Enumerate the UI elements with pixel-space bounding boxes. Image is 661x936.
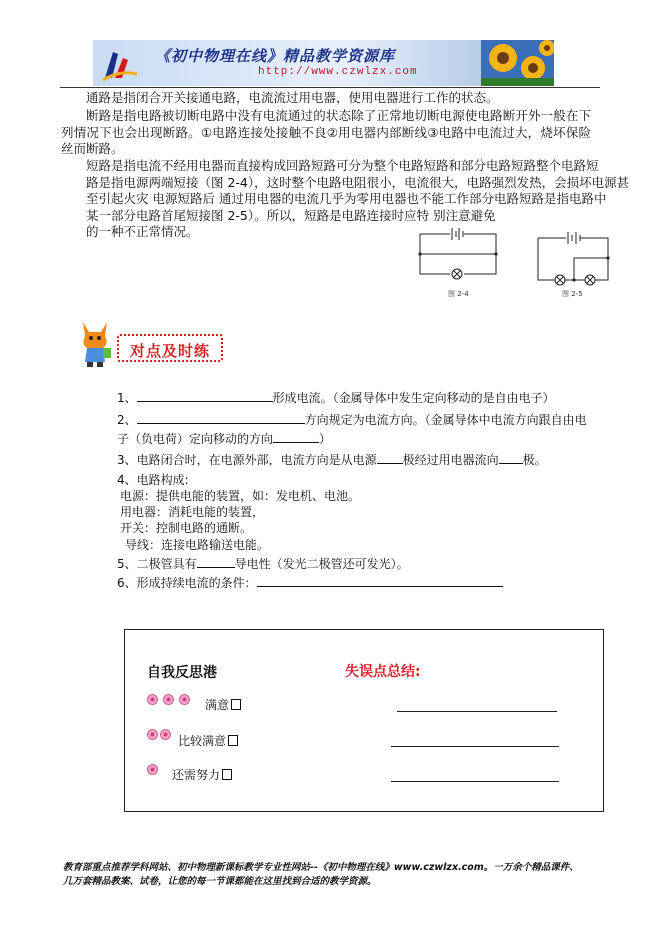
- circuit-part-power: 电源：提供电能的装置，如：发电机、电池。: [120, 489, 361, 503]
- text-line: 至引起火灾 电源短路后 通过用电器的电流几乎为零用电器也不能工作部分电路短路是指电路中: [86, 191, 607, 206]
- section-title: 对点及时练: [129, 342, 210, 360]
- paragraph-closed-circuit: 通路是指闭合开关接通电路，电流流过用电器，使用电器进行工作的状态。: [86, 90, 499, 105]
- question-2: [117, 411, 587, 428]
- question-text: 导电性（发光二极管还可发光）。: [234, 557, 409, 571]
- answer-blank[interactable]: [377, 451, 403, 464]
- sunflower-icon: [481, 40, 554, 86]
- question-text: ）: [319, 432, 332, 446]
- flower-icon: [179, 694, 190, 705]
- section-title-badge: [117, 334, 223, 362]
- reflection-title: 自我反思港: [147, 665, 217, 681]
- header-divider: [60, 87, 600, 88]
- rating-label: 满意: [205, 698, 230, 712]
- question-5: [117, 555, 409, 572]
- figure-caption: 图 2-4: [448, 290, 469, 298]
- question-text: 方向规定为电流方向。（金属导体中电流方向跟自由电: [304, 413, 587, 427]
- circuit-diagram-2-4: [412, 222, 502, 300]
- rating-checkbox[interactable]: [228, 735, 238, 746]
- rating-satisfied[interactable]: [205, 696, 241, 713]
- rating-checkbox[interactable]: [231, 699, 241, 710]
- rating-needs-effort[interactable]: [172, 766, 232, 783]
- rating-label: 比较满意: [178, 734, 227, 748]
- answer-blank[interactable]: [137, 389, 273, 402]
- question-number: 1、: [117, 391, 137, 405]
- answer-blank[interactable]: [499, 451, 523, 464]
- answer-blank[interactable]: [273, 430, 319, 443]
- flower-icon: [147, 729, 158, 740]
- question-3: [117, 451, 547, 468]
- question-2-continued: [117, 430, 331, 447]
- summary-line[interactable]: [391, 781, 559, 782]
- header-banner: [93, 40, 554, 86]
- paragraph-open-circuit: 断路是指电路被切断电路中没有电流通过的状态除了正常地切断电源使电路断开外一般在下列情况下也会出现断路。①电路连接处接触不良②用电器内部断线③电路中电流过大，烧坏保险丝而断路。: [61, 108, 591, 156]
- rating-label: 还需努力: [172, 768, 221, 782]
- question-text: 6、形成持续电流的条件：: [117, 576, 257, 590]
- fox-mascot-icon: [75, 318, 115, 368]
- site-logo-icon: [99, 44, 139, 84]
- reflection-box: [124, 629, 604, 812]
- text-line: 的一种不正常情况。: [86, 224, 199, 239]
- rating-checkbox[interactable]: [222, 769, 232, 780]
- summary-line[interactable]: [391, 746, 559, 747]
- circuit-diagram-2-5: [532, 222, 614, 300]
- question-text: 5、二极管具有: [117, 557, 197, 571]
- answer-blank[interactable]: [257, 574, 503, 587]
- page-footer: [63, 861, 623, 889]
- answer-blank[interactable]: [197, 555, 235, 568]
- circuit-part-switch: 开关：控制电路的通断。: [120, 521, 253, 535]
- text-line: 短路是指电流不经用电器而直接构成回路短路可分为整个电路短路和部分电路短路整个电路短: [86, 158, 599, 173]
- answer-blank[interactable]: [137, 411, 305, 424]
- flower-icon: [147, 764, 158, 775]
- question-text: 极。: [522, 453, 547, 467]
- site-url[interactable]: http://www.czwlzx.com: [258, 66, 418, 78]
- question-4-title: 4、电路构成:: [117, 473, 189, 487]
- site-title: 《初中物理在线》精品教学资源库: [155, 47, 396, 65]
- flower-icon: [147, 694, 158, 705]
- footer-line: 教育部重点推荐学科网站、初中物理新课标教学专业性网站--《初中物理在线》www.czwlzx.com。一万余个精品课件、: [63, 862, 579, 873]
- paragraph-short-circuit: [61, 158, 630, 241]
- text-line: 某一部分电路首尾短接图 2-5）。所以，短路是电路连接时应特 别注意避免: [86, 207, 496, 223]
- summary-line[interactable]: [397, 711, 557, 712]
- flower-icon: [160, 729, 171, 740]
- question-text: 形成电流。（金属导体中发生定向移动的是自由电子）: [272, 391, 555, 405]
- figure-caption: 图 2-5: [562, 290, 583, 298]
- text-line: 路是指电源两端短接（图 2-4），这时整个电路电阻很小，电流很大，电路强烈发热，会损坏电源甚: [86, 174, 630, 190]
- question-text: 3、电路闭合时，在电源外部，电流方向是从电源: [117, 453, 377, 467]
- question-1: [117, 389, 555, 406]
- question-text: 子（负电荷）定向移动的方向: [117, 432, 274, 446]
- rating-fairly-satisfied[interactable]: [178, 732, 238, 749]
- footer-line: 几万套精品教案、试卷，让您的每一节课都能在这里找到合适的教学资源。: [63, 876, 377, 887]
- question-6: [117, 574, 503, 591]
- circuit-part-wire: 导线：连接电路输送电能。: [125, 538, 270, 552]
- circuit-part-appliance: 用电器：消耗电能的装置，: [120, 505, 265, 519]
- flower-icon: [163, 694, 174, 705]
- mistake-summary-title: 失误点总结:: [345, 664, 421, 680]
- question-number: 2、: [117, 413, 137, 427]
- question-text: 极经过用电器流向: [402, 453, 499, 467]
